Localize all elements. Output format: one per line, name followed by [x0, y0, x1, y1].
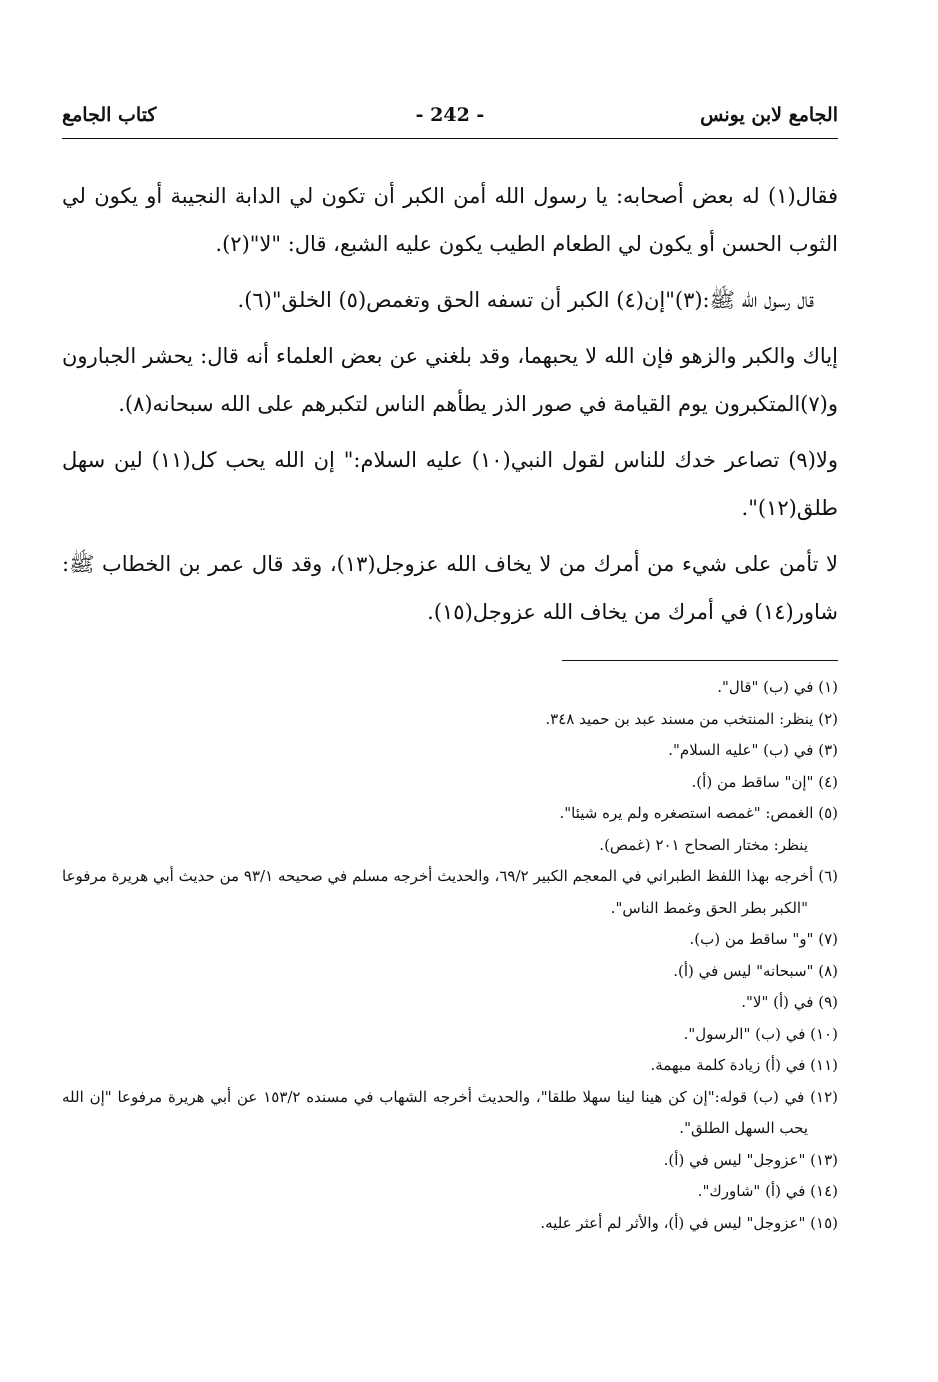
book-page — [62, 0, 838, 1382]
footnote: (٣) في (ب) "عليه السلام". — [668, 741, 838, 759]
book-title: الجامع لابن يونس — [700, 104, 838, 126]
footnote-continuation: ينظر: مختار الصحاح ٢٠١ (غمص). — [599, 835, 808, 854]
page-number: - 242 - — [415, 104, 485, 126]
paragraph: إياك والكبر والزهو فإن الله لا يحبهما، وقد بلغني عن بعض العلماء أنه قال: يحشر الجبارون و(٧)المتكبرون يوم القيامة في صور الذر يطأهم الناس لتكبرهم على الله سبحانه(٨). — [62, 344, 838, 416]
footnote: (٩) في (أ) "لا". — [741, 993, 838, 1011]
paragraph: ولا(٩) تصاعر خدك للناس لقول النبي(١٠) عليه السلام:" إن الله يحب كل(١١) لين سهل طلق(١٢)". — [62, 448, 839, 520]
footnote: (١٣) "عزوجل" ليس في (أ). — [663, 1150, 838, 1169]
footnote: (٨) "سبحانه" ليس في (أ). — [673, 961, 838, 980]
footnotes — [62, 672, 838, 1239]
footnote: (٤) "إن" ساقط من (أ). — [691, 772, 838, 791]
footnote: (١٠) في (ب) "الرسول". — [683, 1024, 838, 1043]
footnote: (٢) ينظر: المنتخب من مسند عبد بن حميد ٣٤٨. — [545, 709, 838, 728]
running-header — [62, 104, 838, 136]
header-rule — [62, 138, 838, 139]
footnote: (١٤) في (أ) "شاورك". — [697, 1182, 838, 1200]
footnote: (١١) في (أ) زيادة كلمة مبهمة. — [650, 1056, 838, 1074]
paragraph: فقال(١) له بعض أصحابه: يا رسول الله أمن الكبر أن تكون لي الدابة النجيبة أو يكون لي الثوب الحسن أو يكون لي الطعام الطيب يكون عليه الشبع، قال: "لا"(٢). — [62, 184, 838, 256]
footnote: (٥) الغمص: "غمصه استصغره ولم يره شيئا". — [559, 804, 838, 822]
footnote: (١٥) "عزوجل" ليس في (أ)، والأثر لم أعثر عليه. — [540, 1213, 838, 1232]
paragraph: قال رسول الله ﷺ:(٣)"إن(٤) الكبر أن تسفه الحق وتغمص(٥) الخلق"(٦). — [237, 288, 814, 312]
footnote: (٦) أخرجه بهذا اللفظ الطبراني في المعجم الكبير ٦٩/٢، والحديث أخرجه مسلم في صحيحه ٩٣/١ من حديث أبي هريرة مرفوعا "الكبر بطر الحق وغمط الناس". — [62, 867, 838, 917]
footnote-separator — [562, 660, 838, 661]
paragraph: لا تأمن على شيء من أمرك من لا يخاف الله عزوجل(١٣)، وقد قال عمر بن الخطاب ﷺ: شاور(١٤) في أمرك من يخاف الله عزوجل(١٥). — [62, 552, 838, 624]
main-text — [62, 172, 838, 644]
footnote: (٧) "و" ساقط من (ب). — [689, 930, 838, 948]
footnote: (١٢) في (ب) قوله:"إن كن هينا لينا سهلا طلقا"، والحديث أخرجه الشهاب في مسنده ١٥٣/٢ عن أبي هريرة مرفوعا "إن الله يحب السهل الطلق". — [62, 1087, 838, 1137]
footnote: (١) في (ب) "قال". — [717, 678, 838, 696]
chapter-title: كتاب الجامع — [62, 104, 157, 126]
